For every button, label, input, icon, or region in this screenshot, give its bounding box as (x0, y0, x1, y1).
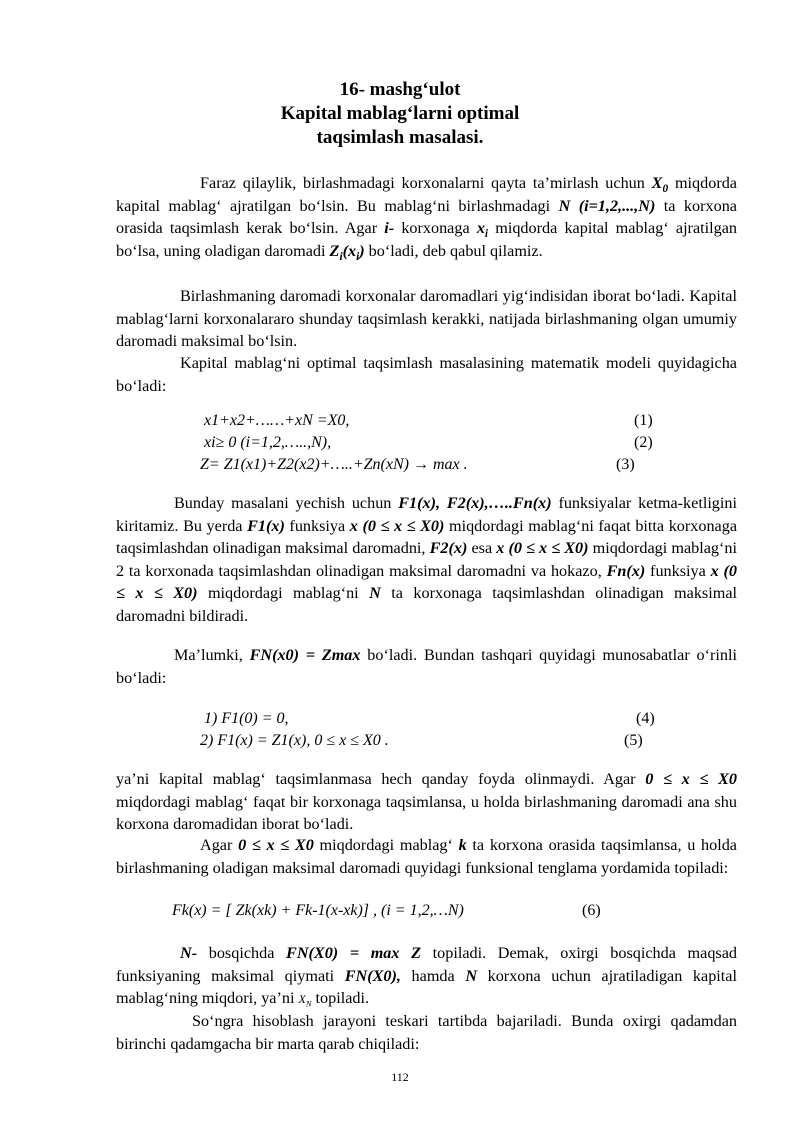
equation-5: 2) F1(x) = Z1(x), 0 ≤ x ≤ X0 . (200, 732, 389, 749)
equation-5-number: (5) (624, 732, 643, 749)
equation-4: 1) F1(0) = 0, (204, 710, 289, 727)
equation-1: x1+x2+……+xN =X0, (204, 412, 350, 429)
page-number: 112 (391, 1070, 409, 1084)
paragraph-k-enterprises: Agar 0 ≤ x ≤ X0 miqdordagi mablag‘ k ta korxona orasida taqsimlansa, u holda birlashmaning oladigan maksimal daromadi quyidagi funksional tenglama yordamida topiladi: (116, 836, 737, 877)
equation-2-number: (2) (634, 434, 653, 451)
paragraph-reverse: So‘ngra hisoblash jarayoni teskari tartibda bajariladi. Bunda oxirgi qadamdan birinchi qadamgacha bir marta qarab chiqiladi: (116, 1012, 737, 1053)
equation-2: xi≥ 0 (i=1,2,…..,N), (204, 434, 332, 451)
equation-3: Z= Z1(x1)+Z2(x2)+…..+Zn(xN) → max . (200, 456, 468, 473)
paragraph-model: Kapital mablag‘ni optimal taqsimlash masalasining matematik modeli quyidagicha bo‘ladi: (116, 354, 737, 395)
paragraph-income: Birlashmaning daromadi korxonalar daromadlari yig‘indisidan iborat bo‘ladi. Kapital mablag‘larni korxonalararo shunday taqsimlash kerakki, natijada birlashmaning olgan umumiy daromadi maksimal bo‘lsin. (116, 287, 737, 350)
paragraph-final-stage: N- bosqichda FN(X0) = max Z topiladi. Demak, oxirgi bosqichda maqsad funksiyaning maksimal qiymati FN(X0), hamda N korxona uchun ajratiladigan kapital mablag‘ning miqdori, ya’ni $X_N$ topiladi. (116, 944, 737, 1009)
paragraph-no-allocation: ya’ni kapital mablag‘ taqsimlanmasa hech qanday foyda olinmaydi. Agar 0 ≤ x ≤ X0 miqdordagi mablag‘ faqat bir korxonaga taqsimlansa, u holda birlashmaning daromadi ana shu korxona daromadidan iborat bo‘ladi. (116, 770, 737, 833)
equation-4-number: (4) (636, 710, 655, 727)
equation-3-number: (3) (616, 456, 635, 473)
paragraph-intro: Faraz qilaylik, birlashmadagi korxonalarni qayta ta’mirlash uchun $X_0$ miqdorda kapital mablag‘ ajratilgan bo‘lsin. Bu mablag‘ni birlashmadagi N (i=1,2,...,N) ta korxona orasida taqsimlash kerak bo‘lsin. Agar i- korxonaga $x_i$ miqdorda kapital mablag‘ ajratilgan bo‘lsa, uning oladigan daromadi $Z_i(x_i)$ bo‘ladi, deb qabul qilamiz. (116, 174, 738, 263)
topic-title-line2: taqsimlash masalasi. (316, 127, 484, 148)
equation-6-number: (6) (582, 902, 601, 919)
topic-title-line1: Kapital mablag‘larni optimal (280, 103, 520, 124)
equation-1-number: (1) (634, 412, 653, 429)
paragraph-functions: Bunday masalani yechish uchun F1(x), F2(x),…..Fn(x) funksiyalar ketma-ketligini kiritamiz. Bu yerda F1(x) funksiya x (0 ≤ x ≤ X0) miqdordagi mablag‘ni faqat bitta korxonaga taqsimlashdan olinadigan maksimal daromadni, F2(x) esa x (0 ≤ x ≤ X0) miqdordagi mablag‘ni 2 ta korxonada taqsimlashdan olinadigan maksimal daromadni va hokazo, Fn(x) funksiya x (0 ≤ x ≤ X0) miqdordagi mablag‘ni N ta korxonaga taqsimlashdan olinadigan maksimal daromadni bildiradi. (116, 494, 738, 625)
lesson-number: 16- mashg‘ulot (339, 79, 461, 100)
equation-6: Fk(x) = [ Zk(xk) + Fk-1(x-xk)] , (i = 1,2,…N) (172, 902, 464, 919)
paragraph-known: Ma’lumki, FN(x0) = Zmax bo‘ladi. Bundan tashqari quyidagi munosabatlar o‘rinli bo‘ladi: (116, 646, 737, 687)
